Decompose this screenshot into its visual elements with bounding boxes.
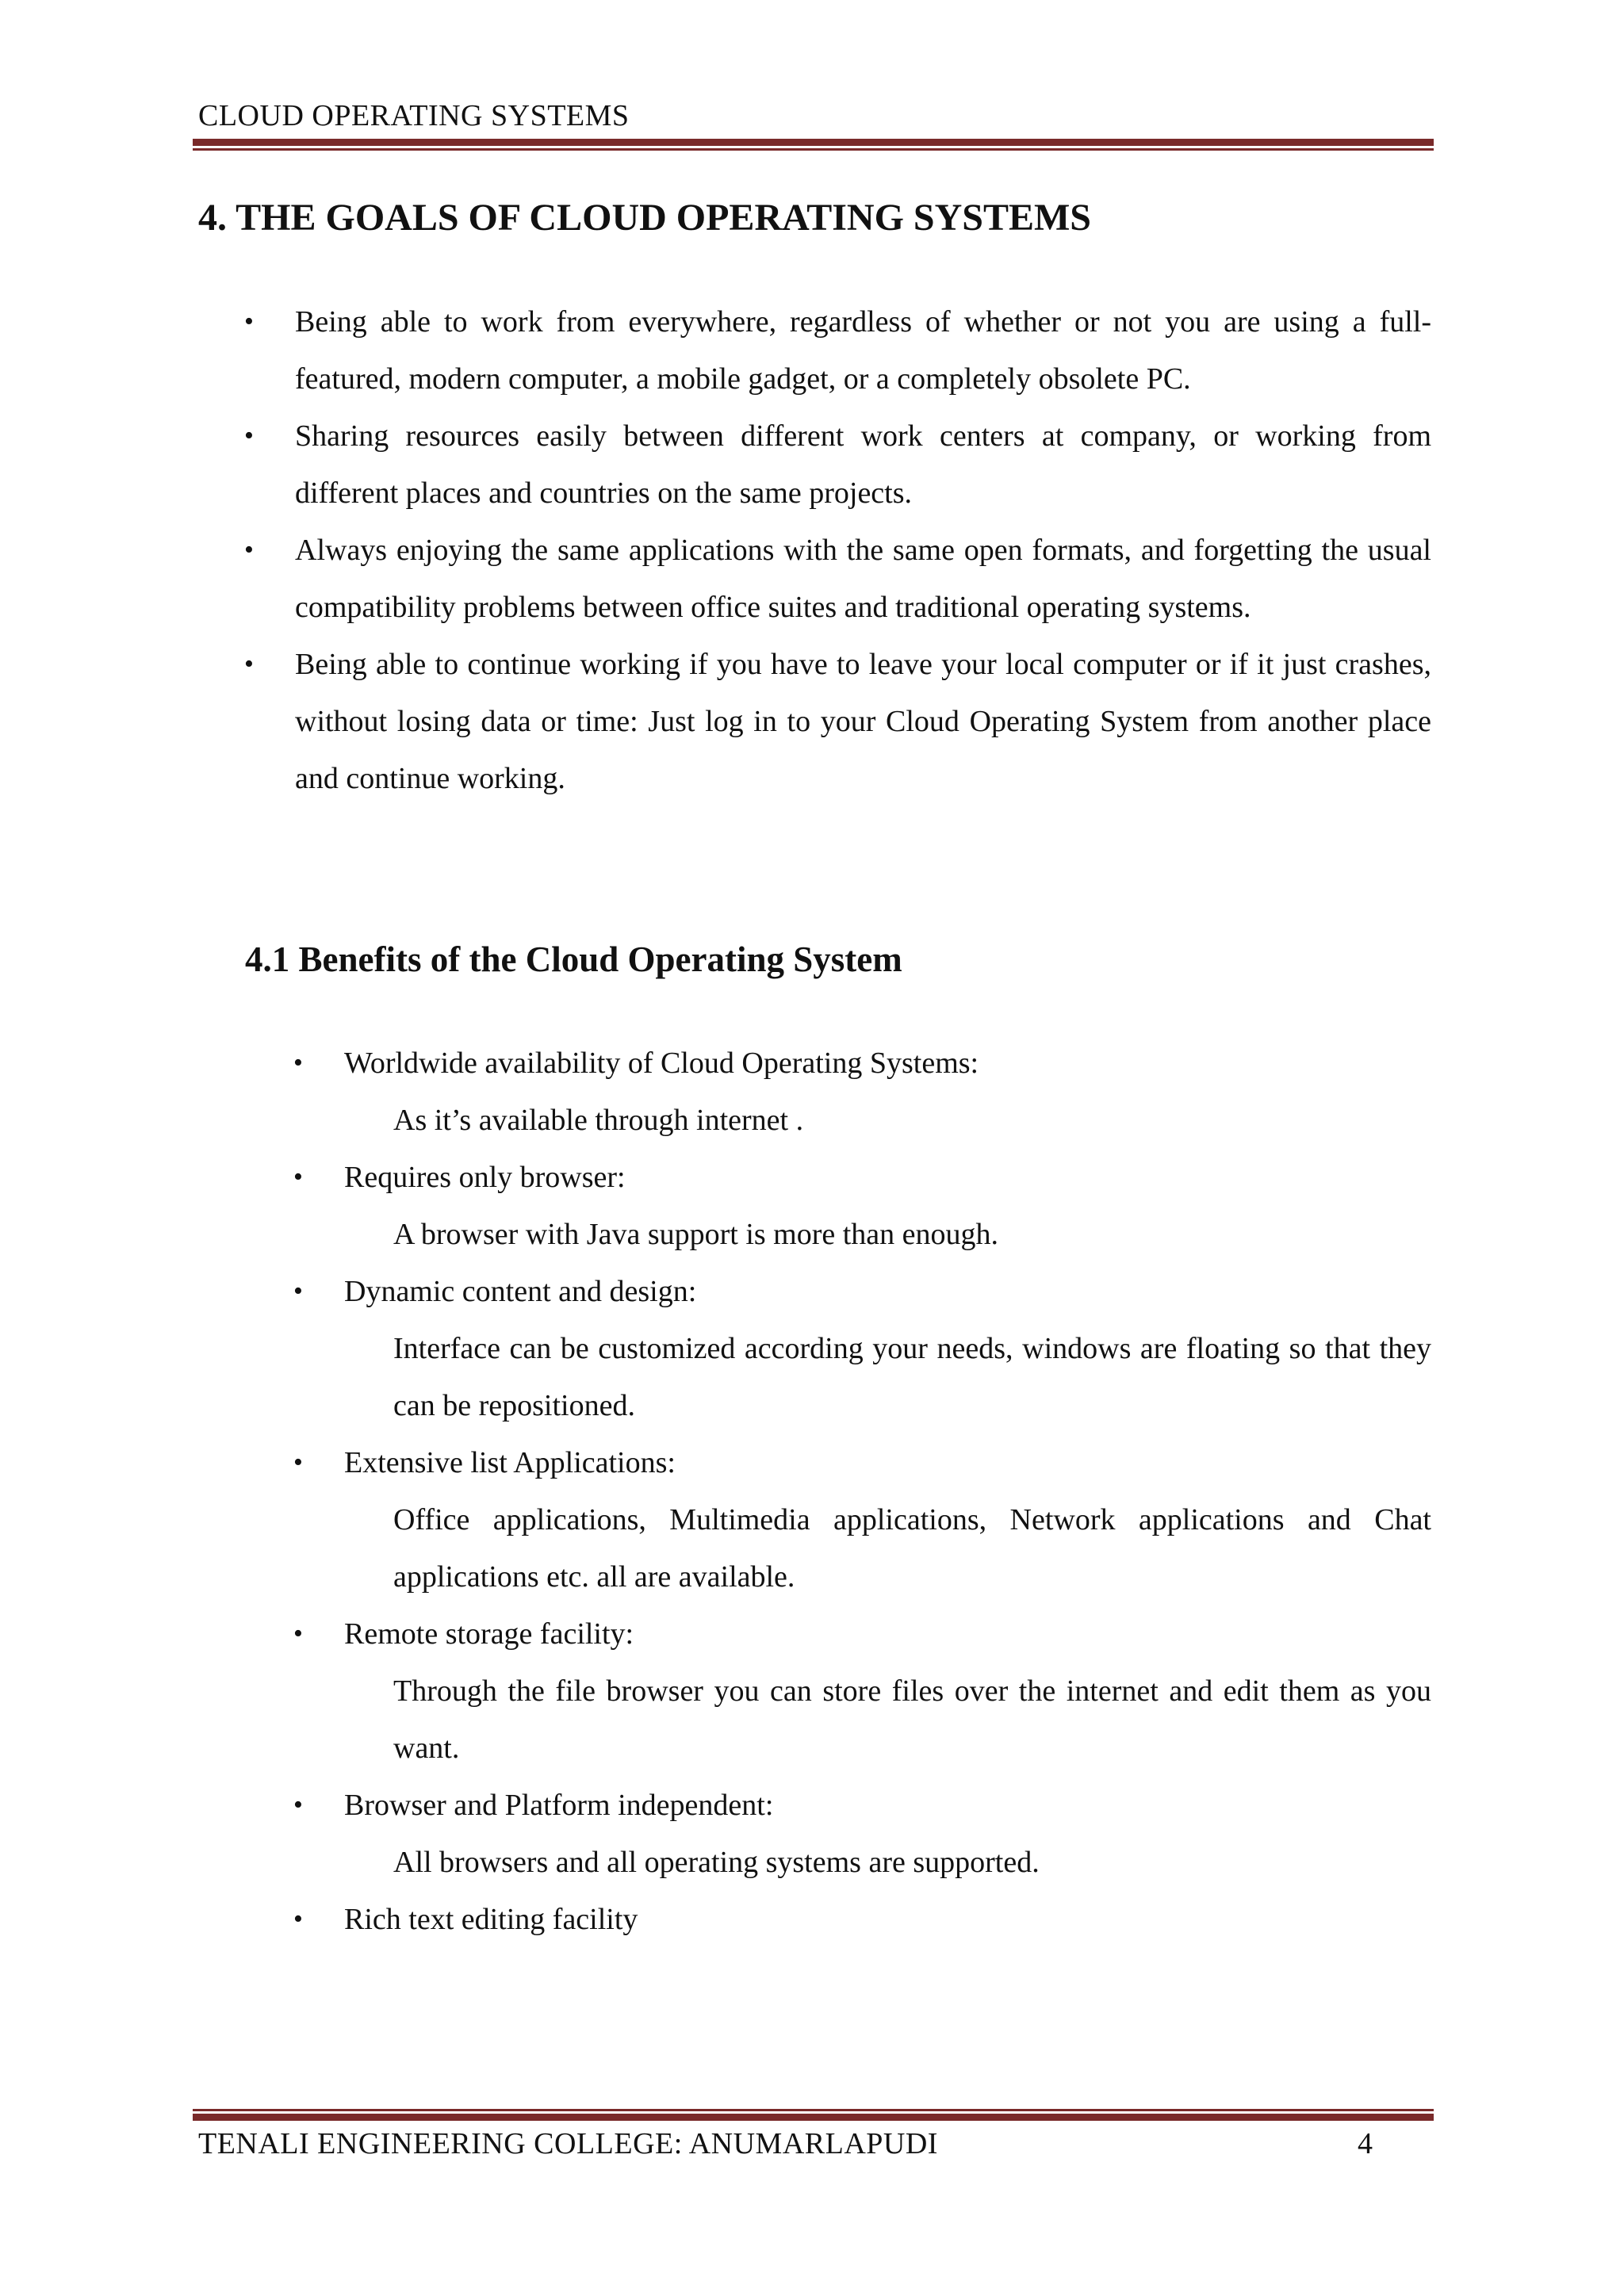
- benefit-heading: Worldwide availability of Cloud Operating Systems:: [344, 1047, 979, 1080]
- benefit-item: [287, 1149, 1431, 1263]
- benefit-description: A browser with Java support is more than enough.: [393, 1218, 999, 1251]
- goal-item: [238, 522, 1431, 636]
- page-number: 4: [1358, 2127, 1373, 2160]
- benefit-description: As it’s available through internet .: [393, 1104, 804, 1137]
- goal-text: Being able to work from everywhere, regardless of whether or not you are using a full-featured, modern computer, a mobile gadget, or a completely obsolete PC.: [295, 305, 1431, 396]
- bullet-icon: •: [293, 1619, 303, 1648]
- bullet-icon: •: [293, 1276, 303, 1306]
- bullet-icon: •: [293, 1904, 303, 1934]
- benefit-item: [287, 1035, 1431, 1149]
- benefit-description: All browsers and all operating systems are supported.: [393, 1846, 1040, 1879]
- goal-item: [238, 408, 1431, 522]
- footer-rule: [193, 2109, 1434, 2121]
- bullet-icon: •: [293, 1162, 303, 1192]
- benefit-heading: Rich text editing facility: [344, 1903, 638, 1936]
- bullet-icon: •: [293, 1048, 303, 1077]
- benefit-item: [287, 1434, 1431, 1605]
- footer-institution: TENALI ENGINEERING COLLEGE: ANUMARLAPUDI: [198, 2127, 938, 2160]
- benefit-heading: Requires only browser:: [344, 1161, 626, 1194]
- goals-list: [238, 293, 1431, 807]
- benefit-item: [287, 1891, 1431, 1948]
- benefit-description: Office applications, Multimedia applications, Network applications and Chat applications etc. all are available.: [393, 1503, 1431, 1594]
- subsection-title: 4.1 Benefits of the Cloud Operating System: [245, 939, 902, 979]
- section-title: 4. THE GOALS OF CLOUD OPERATING SYSTEMS: [198, 197, 1091, 239]
- benefit-item: [287, 1777, 1431, 1891]
- bullet-icon: •: [293, 1790, 303, 1820]
- benefit-description: Interface can be customized according your needs, windows are floating so that they can be repositioned.: [393, 1332, 1431, 1422]
- bullet-icon: •: [293, 1448, 303, 1477]
- benefit-heading: Extensive list Applications:: [344, 1446, 676, 1479]
- benefit-heading: Browser and Platform independent:: [344, 1789, 774, 1822]
- bullet-icon: •: [244, 535, 254, 564]
- benefit-item: [287, 1605, 1431, 1777]
- goal-text: Being able to continue working if you have to leave your local computer or if it just crashes, without losing data or time: Just log in to your Cloud Operating System from another place and continue working.: [295, 648, 1431, 795]
- bullet-icon: •: [244, 421, 254, 450]
- goal-item: [238, 293, 1431, 408]
- goal-text: Always enjoying the same applications with the same open formats, and forgetting the usual compatibility problems between office suites and traditional operating systems.: [295, 534, 1431, 624]
- benefit-heading: Dynamic content and design:: [344, 1275, 697, 1308]
- goal-item: [238, 636, 1431, 807]
- goal-text: Sharing resources easily between different work centers at company, or working from different places and countries on the same projects.: [295, 419, 1431, 510]
- benefit-description: Through the file browser you can store files over the internet and edit them as you want.: [393, 1674, 1431, 1765]
- benefits-list: [287, 1035, 1431, 1948]
- header-rule: [193, 139, 1434, 151]
- bullet-icon: •: [244, 649, 254, 679]
- benefit-item: [287, 1263, 1431, 1434]
- bullet-icon: •: [244, 307, 254, 336]
- running-header: CLOUD OPERATING SYSTEMS: [198, 99, 630, 132]
- benefit-heading: Remote storage facility:: [344, 1617, 634, 1651]
